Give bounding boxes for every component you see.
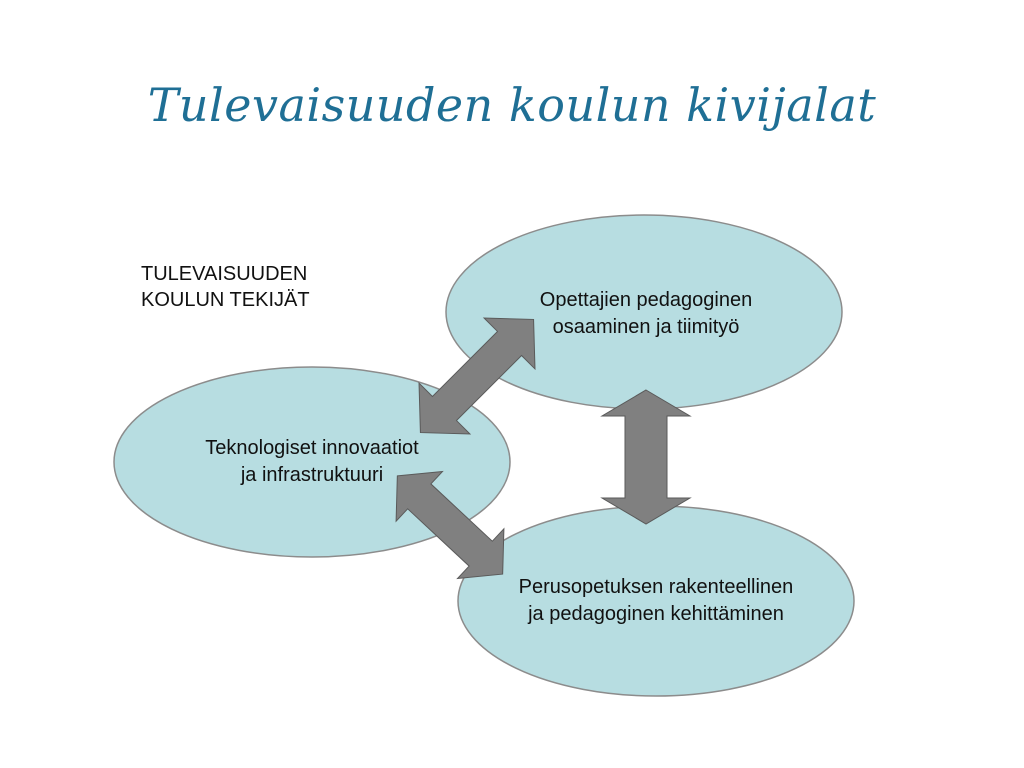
side-label-line1: TULEVAISUUDEN xyxy=(141,263,308,285)
node-bottom-text xyxy=(476,574,836,628)
node-bottom-line2: ja pedagoginen kehittäminen xyxy=(528,603,784,625)
side-label xyxy=(141,261,310,313)
slide-title: Tulevaisuuden koulun kivijalat xyxy=(147,78,877,132)
node-top-line1: Opettajien pedagoginen xyxy=(539,289,753,311)
arrow-top-bottom xyxy=(602,390,690,524)
node-bottom-line1: Perusopetuksen rakenteellinen xyxy=(518,576,794,598)
node-left-line2: ja infrastruktuuri xyxy=(240,464,384,486)
side-label-line2: KOULUN TEKIJÄT xyxy=(141,289,310,311)
node-top-line2: osaaminen ja tiimityö xyxy=(552,316,740,338)
node-left-line1: Teknologiset innovaatiot xyxy=(205,437,419,459)
node-left-text xyxy=(132,435,492,489)
node-top-text xyxy=(466,287,826,341)
